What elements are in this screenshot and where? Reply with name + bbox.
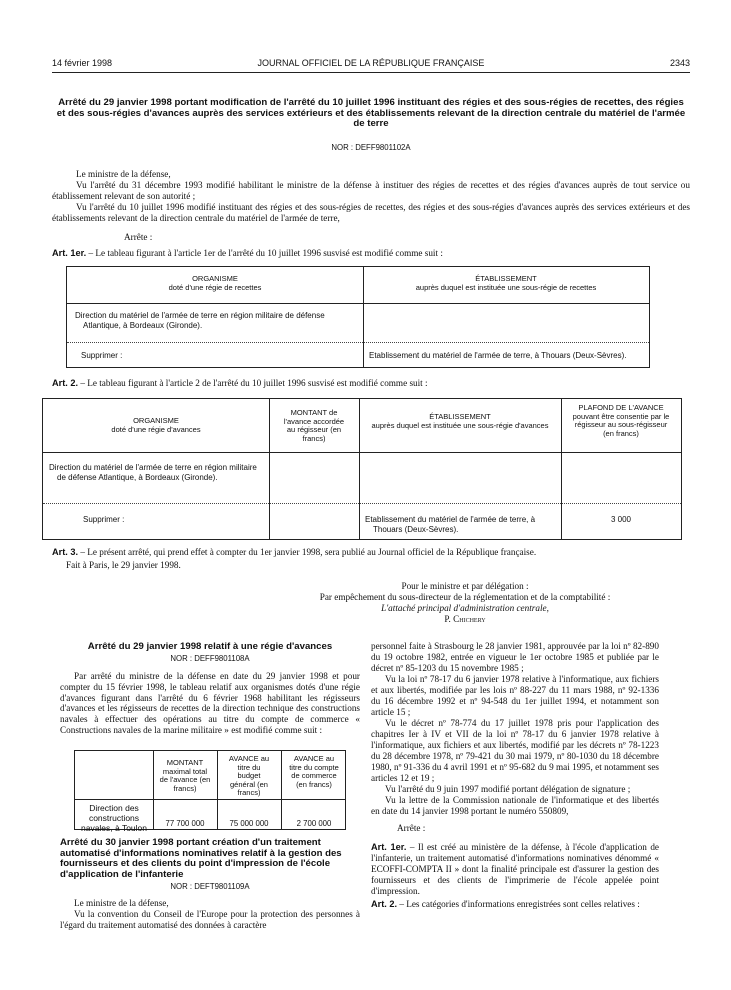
signature-name: P. Chichery xyxy=(444,614,486,624)
column-header-title: ÉTABLISSEMENT xyxy=(475,274,537,283)
column-header-title: ÉTABLISSEMENT xyxy=(429,412,491,421)
table-cell: Etablissement du matériel de l'armée de terre, à Thouars (Deux-Sèvres). xyxy=(365,515,536,534)
column-left xyxy=(60,641,360,736)
arrete-2-title: Arrêté du 29 janvier 1998 relatif à une régie d'avances xyxy=(87,641,333,652)
arrete-3 xyxy=(60,838,360,931)
table-row-divider xyxy=(67,342,649,343)
arrete-2-body: Par arrêté du ministre de la défense en date du 29 janvier 1998 et pour compter du 15 février 1998, le tableau relatif aux organismes dotés d'une régie d'avances figurant dans l'arrêté du 6 février 1968 habilitant les régisseurs d'avances et les régisseurs de recettes de la direction technique des constructions navales à effectuer des opérations au titre du compte de commerce « Constructions navales de la marine militaire » est modifié comme suit : xyxy=(60,671,360,735)
column-header-organisme xyxy=(67,275,363,292)
column-header-etablissement xyxy=(359,413,561,430)
arrete-3-arrete: Arrête : xyxy=(397,823,426,833)
table-divider xyxy=(43,452,681,453)
table-cell: Etablissement du matériel de l'armée de terre, à Thouars (Deux-Sèvres). xyxy=(369,351,627,360)
article-2-label: Art. 2. xyxy=(371,899,398,909)
arrete-1-nor: NOR : DEFF9801102A xyxy=(331,142,411,152)
signature-line: Par empêchement du sous-directeur de la réglementation et de la comptabilité : xyxy=(319,592,611,602)
article-2-label: Art. 2. xyxy=(52,378,79,388)
table-cell: 2 700 000 xyxy=(296,819,332,828)
column-header-subtitle: doté d'une régie de recettes xyxy=(168,282,262,292)
table-regie-avances xyxy=(42,398,682,540)
arrete-1 xyxy=(52,98,690,259)
column-header-title: PLAFOND DE L'AVANCE xyxy=(578,403,664,412)
arrete-3-vu-arrete: Vu l'arrêté du 9 juin 1997 modifié portant délégation de signature ; xyxy=(385,784,631,794)
table-cell: 77 700 000 xyxy=(165,819,205,828)
column-right xyxy=(371,641,659,910)
arrete-2-nor: NOR : DEFF9801108A xyxy=(170,654,250,663)
column-header-subtitle: auprès duquel est instituée une sous-régie d'avances xyxy=(371,420,549,430)
column-header-montant: MONTANT maximal total de l'avance (en francs) xyxy=(159,758,211,793)
article-1-label: Art. 1er. xyxy=(371,842,407,852)
arrete-3-title: Arrêté du 30 janvier 1998 portant création d'un traitement automatisé d'informations nominatives relatif à la gestion des fournisseurs et des clients du point d'impression de l'école d'application de l'infanterie xyxy=(60,837,342,880)
arrete-1-signature xyxy=(300,581,630,625)
signature-line: L'attaché principal d'administration centrale, xyxy=(381,603,549,613)
arrete-3-vu-lettre: Vu la lettre de la Commission nationale de l'informatique et des libertés en date du 14 janvier 1998 portant le numéro 550809, xyxy=(371,795,659,816)
column-header-etablissement xyxy=(363,275,649,292)
column-header-montant: MONTANT de l'avance accordée au régisseur (en francs) xyxy=(283,408,345,443)
arrete-1-article-1 xyxy=(52,248,690,259)
arrete-1-arrete: Arrête : xyxy=(124,231,153,242)
table-regie-avances-toulon xyxy=(74,750,346,833)
article-1-text: – Il est créé au ministère de la défense, à l'école d'application de l'infanterie, un traitement automatisé d'informations nominatives dénommé « ECOFFI-COMPTA II » dont la finalité principale est d'assurer la gestion des fournisseurs et des clients de l'imprimerie de l'école appelée point d'impression. xyxy=(371,842,660,896)
table-cell: 3 000 xyxy=(610,515,632,524)
table-row-divider xyxy=(43,503,681,504)
signature-line: Pour le ministre et par délégation : xyxy=(401,581,529,591)
arrete-1-article-2 xyxy=(52,377,690,389)
arrete-1-vu-1: Vu l'arrêté du 31 décembre 1993 modifié habilitant le ministre de la défense à instituer des régies de recettes et des régies d'avances auprès de tout service ou établissement relevant de son autorité ; xyxy=(52,179,690,201)
arrete-3-vu-1: Vu la convention du Conseil de l'Europe pour la protection des personnes à l'égard du traitement automatisé des données à caractère xyxy=(60,909,360,930)
article-1-label: Art. 1er. xyxy=(52,247,87,258)
column-header-title: ORGANISME xyxy=(133,416,179,425)
article-3-text: – Le présent arrêté, qui prend effet à compter du 1er janvier 1998, sera publié au Journal officiel de la République française. xyxy=(78,547,537,557)
arrete-3-vu-loi: Vu la loi nº 78-17 du 6 janvier 1978 relative à l'informatique, aux fichiers et aux libertés, modifiée par les lois nº 88-227 du 11 mars 1988, nº 92-1336 du 16 décembre 1992 et nº 94-548 du 1er juillet 1994, et notamment son article 15 ; xyxy=(371,674,659,717)
arrete-3-article-1 xyxy=(371,842,659,897)
column-header-subtitle: doté d'une régie d'avances xyxy=(111,424,201,434)
header-page-number: 2343 xyxy=(669,58,690,68)
table-cell: Supprimer : xyxy=(81,351,123,360)
arrete-1-closing xyxy=(52,547,690,571)
column-header-avance-budget: AVANCE au titre du budget général (en francs) xyxy=(228,754,270,797)
arrete-1-vu-2: Vu l'arrêté du 10 juillet 1996 modifié instituant des régies et des sous-régies de recettes, des régies et des sous-régies d'avances auprès des services extérieurs et des établissements relevant de la direction centrale du matériel de l'armée de terre, xyxy=(52,201,690,223)
arrete-3-vu-convention: personnel faite à Strasbourg le 28 janvier 1981, approuvée par la loi nº 82-890 du 19 octobre 1982, entrée en vigueur le 1er octobre 1985 et publiée par le décret nº 85-1203 du 15 novembre 1985 ; xyxy=(371,641,659,673)
table-divider xyxy=(67,303,649,304)
header-title: JOURNAL OFFICIEL DE LA RÉPUBLIQUE FRANÇAISE xyxy=(257,58,485,68)
column-header-title: ORGANISME xyxy=(192,274,238,283)
column-header-plafond xyxy=(561,404,681,438)
column-header-avance-compte: AVANCE au titre du compte de commerce (en francs) xyxy=(289,754,339,789)
table-divider xyxy=(75,799,345,800)
arrete-3-vu-decret: Vu le décret nº 78-774 du 17 juillet 1978 pris pour l'application des chapitres Ier à IV et VII de la loi nº 78-17 du 6 janvier 1978 relative à l'informatique, aux fichiers et aux libertés, modifié par les décrets nº 78-1223 du 28 décembre 1978, nº 79-421 du 30 mai 1979, nº 80-1030 du 18 décembre 1980, nº 91-336 du 4 avril 1991 et nº 95-682 du 9 mai 1995, et notamment ses articles 12 et 19 ; xyxy=(371,718,659,783)
table-cell: Direction du matériel de l'armée de terre en région militaire de défense Atlantique, à Bordeaux (Gironde). xyxy=(49,463,257,482)
article-2-text: – Le tableau figurant à l'article 2 de l'arrêté du 10 juillet 1996 susvisé est modifié comme suit : xyxy=(78,378,428,388)
arrete-3-intro: Le ministre de la défense, xyxy=(74,898,169,908)
table-cell: Supprimer : xyxy=(83,515,125,524)
arrete-1-article-3 xyxy=(52,547,690,558)
article-3-label: Art. 3. xyxy=(52,547,79,557)
column-header-subtitle: pouvant être consentie par le régisseur au sous-régisseur (en francs) xyxy=(572,411,670,438)
table-cell: Direction du matériel de l'armée de terre en région militaire de défense Atlantique, à Bordeaux (Gironde). xyxy=(75,311,325,330)
header-rule xyxy=(52,72,690,73)
arrete-1-title: Arrêté du 29 janvier 1998 portant modification de l'arrêté du 10 juillet 1996 instituant des régies et des sous-régies de recettes, des régies et des sous-régies d'avances auprès des services extérieurs et des établissements relevant de la direction centrale du matériel de l'armée de terre xyxy=(56,97,686,129)
column-header-organisme xyxy=(43,417,269,434)
header-date: 14 février 1998 xyxy=(52,58,113,68)
table-regie-recettes xyxy=(66,266,650,368)
article-1-text: – Le tableau figurant à l'article 1er de l'arrêté du 10 juillet 1996 susvisé est modifié comme suit : xyxy=(86,247,443,258)
table-cell: 75 000 000 xyxy=(229,819,269,828)
arrete-1-fait: Fait à Paris, le 29 janvier 1998. xyxy=(66,560,181,570)
table-cell: Direction des constructions navales, à Toulon xyxy=(80,803,147,833)
arrete-1-intro: Le ministre de la défense, xyxy=(76,168,171,179)
arrete-3-article-2 xyxy=(371,899,659,910)
page-header xyxy=(52,57,690,69)
article-2-text: – Les catégories d'informations enregistrées sont celles relatives : xyxy=(397,899,640,909)
column-header-subtitle: auprès duquel est instituée une sous-régie de recettes xyxy=(415,282,597,292)
arrete-3-nor: NOR : DEFT9801109A xyxy=(170,882,250,891)
